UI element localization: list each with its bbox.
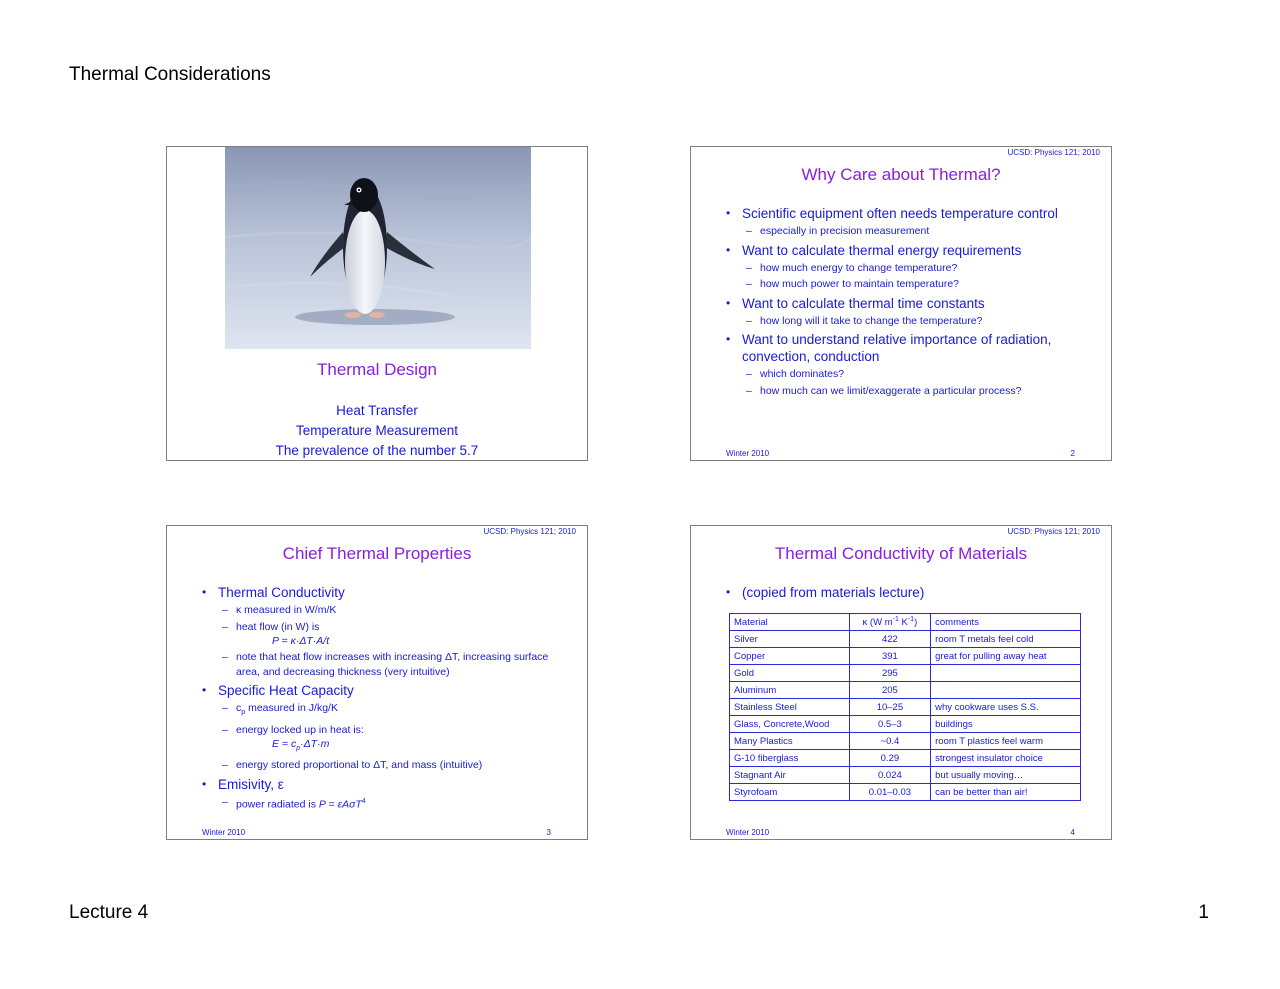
- bullet: • Emisivity, ε: [202, 776, 562, 793]
- slide-1-title: Thermal Design: [317, 360, 437, 379]
- page-number: 1: [1198, 902, 1209, 923]
- page-footer-lecture: Lecture 4: [69, 902, 149, 923]
- bullet: • Want to calculate thermal time constants: [726, 295, 1086, 312]
- table-row: Many Plastics ~0.4 room T plastics feel warm: [730, 733, 1081, 750]
- table-row: Glass, Concrete,Wood 0.5–3 buildings: [730, 716, 1081, 733]
- radiation-exponent: 4: [361, 797, 366, 805]
- table-row: Styrofoam 0.01–0.03 can be better than air!: [730, 784, 1081, 801]
- slide-1: [166, 146, 588, 461]
- sub-bullet: [202, 795, 562, 812]
- sub-bullet: – how long will it take to change the temperature?: [726, 314, 1086, 329]
- sub-bullet: – κ measured in W/m/K: [202, 603, 562, 618]
- table-row: Silver 422 room T metals feel cold: [730, 631, 1081, 648]
- slide-4-title: Thermal Conductivity of Materials: [774, 544, 1028, 563]
- bullet: • Specific Heat Capacity: [202, 682, 562, 699]
- sub-bullet: – note that heat flow increases with increasing ΔT, increasing surface area, and decreasing thickness (very intuitive): [202, 650, 562, 679]
- bullet: • Thermal Conductivity: [202, 584, 562, 601]
- slide-3-bullets: [202, 581, 562, 812]
- slide-2-page-number: 2: [1070, 449, 1075, 458]
- slide-1-subtitle-1: Heat Transfer: [336, 403, 418, 418]
- eq-part: ·ΔT·m: [300, 738, 330, 751]
- sub-bullet: – how much power to maintain temperature?: [726, 277, 1086, 292]
- eq-part: E = c: [272, 738, 297, 751]
- slide-3: [166, 525, 588, 840]
- penguin-photo: [225, 147, 531, 349]
- slide-2-org: UCSD: Physics 121; 2010: [1007, 148, 1100, 157]
- table-row: Aluminum 205: [730, 682, 1081, 699]
- bullet: • (copied from materials lecture): [726, 584, 1086, 601]
- sub-bullet: [202, 701, 562, 721]
- header-material: Material: [730, 614, 850, 631]
- conductivity-table: [729, 613, 1081, 801]
- slide-3-footer-left: Winter 2010: [202, 828, 246, 837]
- slide-2: [690, 146, 1112, 461]
- slide-2-footer-left: Winter 2010: [726, 449, 770, 458]
- bullet: • Scientific equipment often needs temperature control: [726, 205, 1086, 222]
- page-header: Thermal Considerations: [69, 64, 271, 85]
- table-row: Stagnant Air 0.024 but usually moving…: [730, 767, 1081, 784]
- sub-bullet: – how much energy to change temperature?: [726, 261, 1086, 276]
- header-comments: comments: [931, 614, 1081, 631]
- bullet: • Want to calculate thermal energy requirements: [726, 242, 1086, 259]
- slide-2-bullets: [726, 202, 1086, 398]
- radiation-equation: P = εAσT: [318, 798, 362, 811]
- table-header-row: [730, 614, 1081, 631]
- slide-3-org: UCSD: Physics 121; 2010: [483, 527, 576, 536]
- eq-subscript: p: [296, 745, 301, 753]
- sub-bullet: – how much can we limit/exaggerate a particular process?: [726, 384, 1086, 399]
- slide-3-page-number: 3: [546, 828, 551, 837]
- slide-4-bullets: [726, 581, 1086, 601]
- slide-3-title: Chief Thermal Properties: [282, 544, 472, 563]
- equation: P = κ·ΔT·A/t: [272, 635, 330, 647]
- slide-4-page-number: 4: [1070, 828, 1075, 837]
- sub-bullet: – which dominates?: [726, 367, 1086, 382]
- slide-4: [690, 525, 1112, 840]
- equation: [202, 737, 562, 756]
- slide-4-footer-left: Winter 2010: [726, 828, 770, 837]
- slide-2-title: Why Care about Thermal?: [801, 165, 1001, 184]
- cp-text: measured in J/kg/K: [245, 702, 338, 714]
- sub-bullet: – energy stored proportional to ΔT, and mass (intuitive): [202, 758, 562, 773]
- sub-bullet: – heat flow (in W) is: [202, 620, 562, 635]
- header-conductivity: κ (W $m^{-1}$ $K^{-1}$): [849, 614, 930, 631]
- table-row: Gold 295: [730, 665, 1081, 682]
- sub-bullet: – energy locked up in heat is:: [202, 723, 562, 738]
- bullet: • Want to understand relative importance of radiation, convection, conduction: [726, 331, 1086, 365]
- slide-1-subtitle-3: The prevalence of the number 5.7: [275, 443, 479, 458]
- cp-subscript: p: [241, 709, 246, 717]
- sub-bullet: – especially in precision measurement: [726, 224, 1086, 239]
- radiation-text: power radiated is: [236, 798, 319, 811]
- cp-symbol: c: [236, 702, 242, 714]
- table-row: G-10 fiberglass 0.29 strongest insulator choice: [730, 750, 1081, 767]
- table-row: Copper 391 great for pulling away heat: [730, 648, 1081, 665]
- slide-4-org: UCSD: Physics 121; 2010: [1007, 527, 1100, 536]
- slide-1-subtitle-2: Temperature Measurement: [295, 423, 459, 438]
- table-row: Stainless Steel 10–25 why cookware uses S.S.: [730, 699, 1081, 716]
